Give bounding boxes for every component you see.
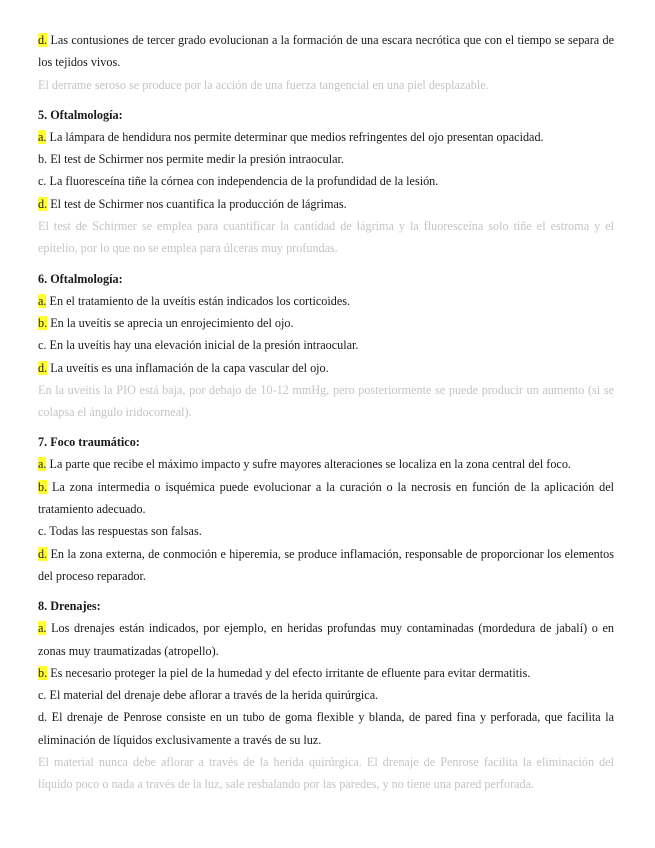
highlight-marker: b. [38, 665, 48, 680]
q8-option-b: b. Es necesario proteger la piel de la humedad y del efecto irritante de efluente para evitar dermatitis. [38, 665, 531, 680]
q7-option-a: a. La parte que recibe el máximo impacto y sufre mayores alteraciones se localiza en la zona central del foco. [38, 457, 571, 472]
q7-option-d: d. En la zona externa, de conmoción e hiperemia, se produce inflamación, responsable de proporcionar los elementos del proceso reparador. [38, 546, 614, 583]
q6-option-a: a. En el tratamiento de la uveítis están indicados los corticoides. [38, 293, 351, 308]
q6-option-c: c. En la uveítis hay una elevación inicial de la presión intraocular. [38, 338, 359, 353]
q6-option-d: d. La uveítis es una inflamación de la capa vascular del ojo. [38, 360, 329, 375]
q5-option-b: b. El test de Schirmer nos permite medir la presión intraocular. [38, 152, 344, 167]
intro-option-d: d. Las contusiones de tercer grado evolucionan a la formación de una escara necrótica que con el tiempo se separa de los tejidos vivos. [38, 33, 614, 70]
q5-option-a: a. La lámpara de hendidura nos permite determinar que medios refringentes del ojo presentan opacidad. [38, 129, 544, 144]
question-8-title: 8. Drenajes: [38, 599, 101, 614]
highlight-marker: d. [38, 546, 48, 561]
question-7-title: 7. Foco traumático: [38, 435, 140, 450]
highlight-marker: a. [38, 293, 47, 308]
q5-explanation: El test de Schirmer se emplea para cuantificar la cantidad de lágrima y la fluoresceína solo tiñe el estroma y el epitelio, por lo que no se emplea para úlceras muy profundas. [38, 219, 614, 256]
highlight-marker: d. [38, 360, 48, 375]
highlight-marker: d. [38, 196, 48, 211]
q8-option-a: a. Los drenajes están indicados, por ejemplo, en heridas profundas muy contaminadas (mordedura de jabalí) o en zonas muy traumatizadas (atropello). [38, 621, 614, 658]
highlight-marker: a. [38, 457, 47, 472]
q6-option-b: b. En la uveítis se aprecia un enrojecimiento del ojo. [38, 315, 294, 330]
question-6-title: 6. Oftalmología: [38, 271, 123, 286]
q6-explanation: En la uveítis la PIO está baja, por debajo de 10-12 mmHg, pero posteriormente se puede producir un aumento (si se colapsa el ángulo iridocorneal). [38, 382, 614, 420]
highlight-marker: b. [38, 315, 48, 330]
highlight-marker: a. [38, 621, 47, 636]
q7-option-b: b. La zona intermedia o isquémica puede evolucionar a la curación o la necrosis en función de la aplicación del tratamiento adecuado. [38, 479, 614, 517]
q8-option-c: c. El material del drenaje debe aflorar a través de la herida quirúrgica. [38, 688, 379, 703]
highlight-marker: b. [38, 479, 48, 494]
q7-option-c: c. Todas las respuestas son falsas. [38, 524, 202, 539]
question-5-title: 5. Oftalmología: [38, 107, 123, 122]
q8-option-d: d. El drenaje de Penrose consiste en un tubo de goma flexible y blanda, de pared fina y perforada, que facilita la eliminación de líquidos exclusivamente a través de su luz. [38, 710, 614, 747]
intro-explanation: El derrame seroso se produce por la acción de una fuerza tangencial en una piel desplazable. [38, 77, 489, 92]
q5-option-d: d. El test de Schirmer nos cuantifica la producción de lágrimas. [38, 196, 347, 211]
q8-explanation: El material nunca debe aflorar a través de la herida quirúrgica. El drenaje de Penrose facilita la eliminación del líquido poco o nada a través de la luz, sale resbalando por las paredes, y no tiene una pared perforada. [38, 755, 614, 792]
highlight-marker: d. [38, 33, 48, 47]
highlight-marker: a. [38, 129, 47, 144]
q5-option-c: c. La fluoresceína tiñe la córnea con independencia de la profundidad de la lesión. [38, 174, 439, 189]
